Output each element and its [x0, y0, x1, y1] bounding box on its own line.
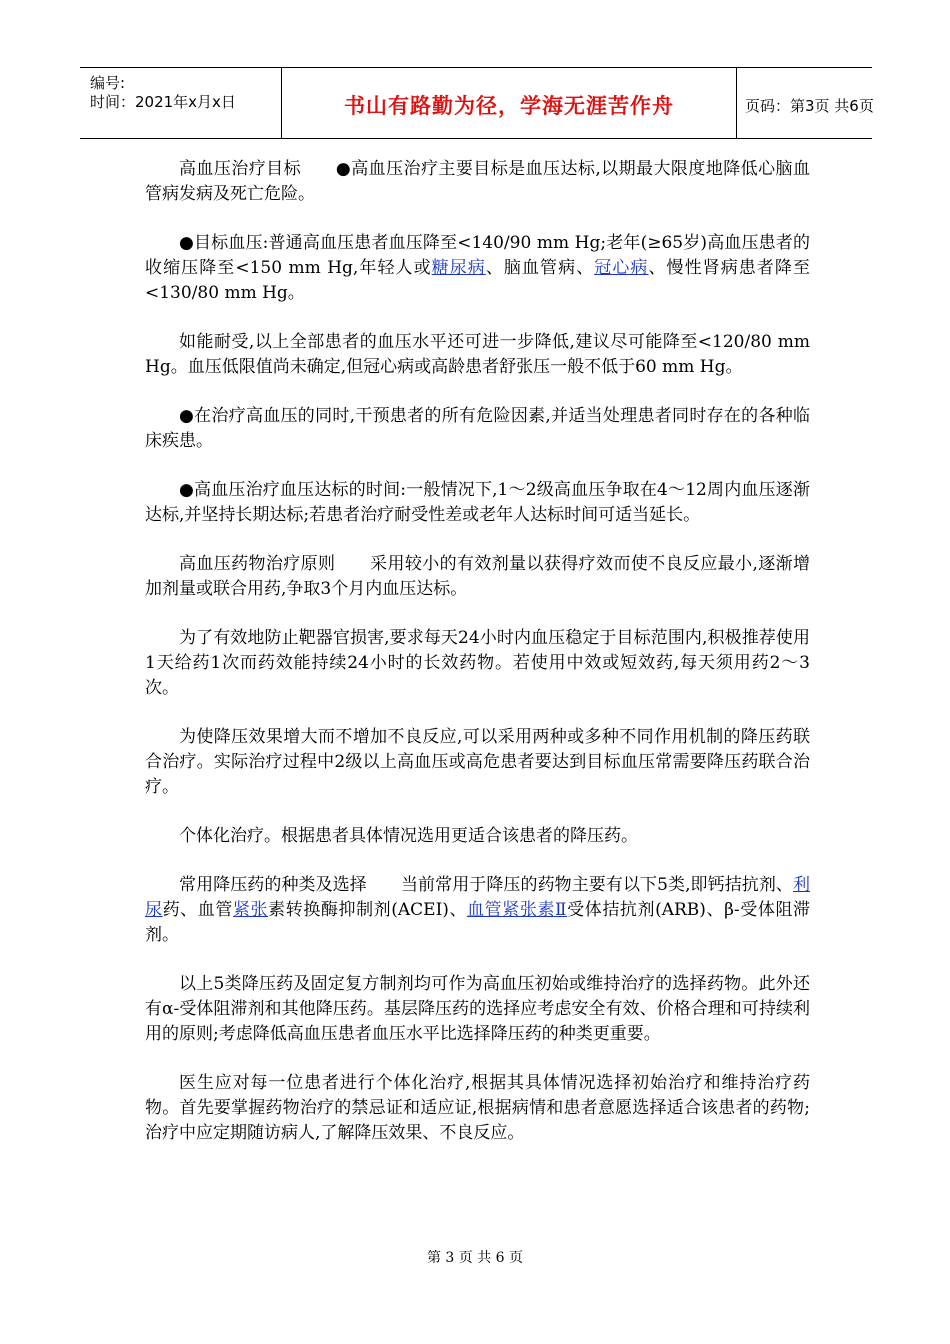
header-page-info: 页码：第3页 共6页: [745, 97, 874, 115]
body-paragraph: [145, 972, 810, 1047]
document-number-label: 编号:: [90, 74, 126, 92]
paragraph-text: ●高血压治疗血压达标的时间:一般情况下,1～2级高血压争取在4～12周内血压逐渐达标,并坚持长期达标;若患者治疗耐受性差或老年人达标时间可适当延长。: [145, 480, 810, 525]
header-motto: 书山有路勤为径，学海无涯苦作舟: [344, 94, 674, 118]
body-paragraph: [145, 626, 810, 701]
paragraph-text: 高血压药物治疗原则 采用较小的有效剂量以获得疗效而使不良反应最小,逐渐增加剂量或联合用药,争取3个月内血压达标。: [145, 554, 810, 599]
body-paragraph: [145, 552, 810, 602]
body-paragraph: [145, 725, 810, 800]
header-meta-cell: [80, 68, 282, 138]
body-paragraph: [145, 824, 810, 849]
paragraph-text: 为了有效地防止靶器官损害,要求每天24小时内血压稳定于目标范围内,积极推荐使用1天给药1次而药效能持续24小时的长效药物。若使用中效或短效药,每天须用药2～3次。: [145, 628, 810, 698]
paragraph-text: ●在治疗高血压的同时,干预患者的所有危险因素,并适当处理患者同时存在的各种临床疾患。: [145, 406, 810, 451]
inline-link[interactable]: 冠心病: [594, 258, 649, 278]
paragraph-text: 医生应对每一位患者进行个体化治疗,根据其具体情况选择初始治疗和维持治疗药物。首先要掌握药物治疗的禁忌证和适应证,根据病情和患者意愿选择适合该患者的药物;治疗中应定期随访病人,了解降压效果、不良反应。: [145, 1073, 810, 1143]
body-paragraph: [145, 873, 810, 948]
page-footer: 第 3 页 共 6 页: [426, 1250, 524, 1266]
paragraph-text: 素转换酶抑制剂(ACEI)、: [268, 900, 468, 920]
header-motto-cell: [282, 68, 737, 138]
inline-link[interactable]: 利尿: [145, 875, 810, 920]
page-header: [80, 67, 872, 139]
inline-link[interactable]: 糖尿病: [431, 258, 486, 278]
body-paragraph: [145, 1071, 810, 1146]
inline-link[interactable]: 紧张: [232, 900, 269, 920]
body-paragraph: [145, 404, 810, 454]
paragraph-text: 、慢性肾病患者降至<130/80 mm Hg。: [145, 258, 811, 303]
body-paragraph: [145, 330, 810, 380]
document-date-label: 时间：2021年x月x日: [90, 93, 236, 111]
paragraph-text: 个体化治疗。根据患者具体情况选用更适合该患者的降压药。: [179, 826, 638, 846]
body-paragraph: [145, 157, 810, 207]
paragraph-text: 以上5类降压药及固定复方制剂均可作为高血压初始或维持治疗的选择药物。此外还有α-受体阻滞剂和其他降压药。基层降压药的选择应考虑安全有效、价格合理和可持续利用的原则;考虑降低高血压患者血压水平比选择降压药的种类更重要。: [145, 974, 810, 1044]
inline-link[interactable]: 血管紧张素Ⅱ: [467, 900, 568, 920]
paragraph-text: 药、血管: [162, 900, 233, 920]
paragraph-text: ●目标血压:普通高血压患者血压降至<140/90 mm Hg;老年(≥65岁)高血压患者的收缩压降至<150 mm Hg,年轻人或: [145, 233, 810, 278]
paragraph-text: 常用降压药的种类及选择 当前常用于降压的药物主要有以下5类,即钙拮抗剂、: [179, 875, 793, 895]
paragraph-text: 为使降压效果增大而不增加不良反应,可以采用两种或多种不同作用机制的降压药联合治疗。实际治疗过程中2级以上高血压或高危患者要达到目标血压常需要降压药联合治疗。: [145, 727, 810, 797]
paragraph-text: 、脑血管病、: [485, 258, 595, 278]
paragraph-text: 受体拮抗剂(ARB)、β-受体阻滞剂。: [145, 900, 811, 945]
paragraph-text: 如能耐受,以上全部患者的血压水平还可进一步降低,建议尽可能降至<120/80 mm Hg。血压低限值尚未确定,但冠心病或高龄患者舒张压一般不低于60 mm Hg。: [145, 332, 810, 377]
document-body: [145, 157, 810, 1170]
paragraph-text: 高血压治疗目标 ●高血压治疗主要目标是血压达标,以期最大限度地降低心脑血管病发病及死亡危险。: [145, 159, 810, 204]
body-paragraph: [145, 478, 810, 528]
header-page-cell: [737, 68, 872, 138]
body-paragraph: [145, 231, 810, 306]
